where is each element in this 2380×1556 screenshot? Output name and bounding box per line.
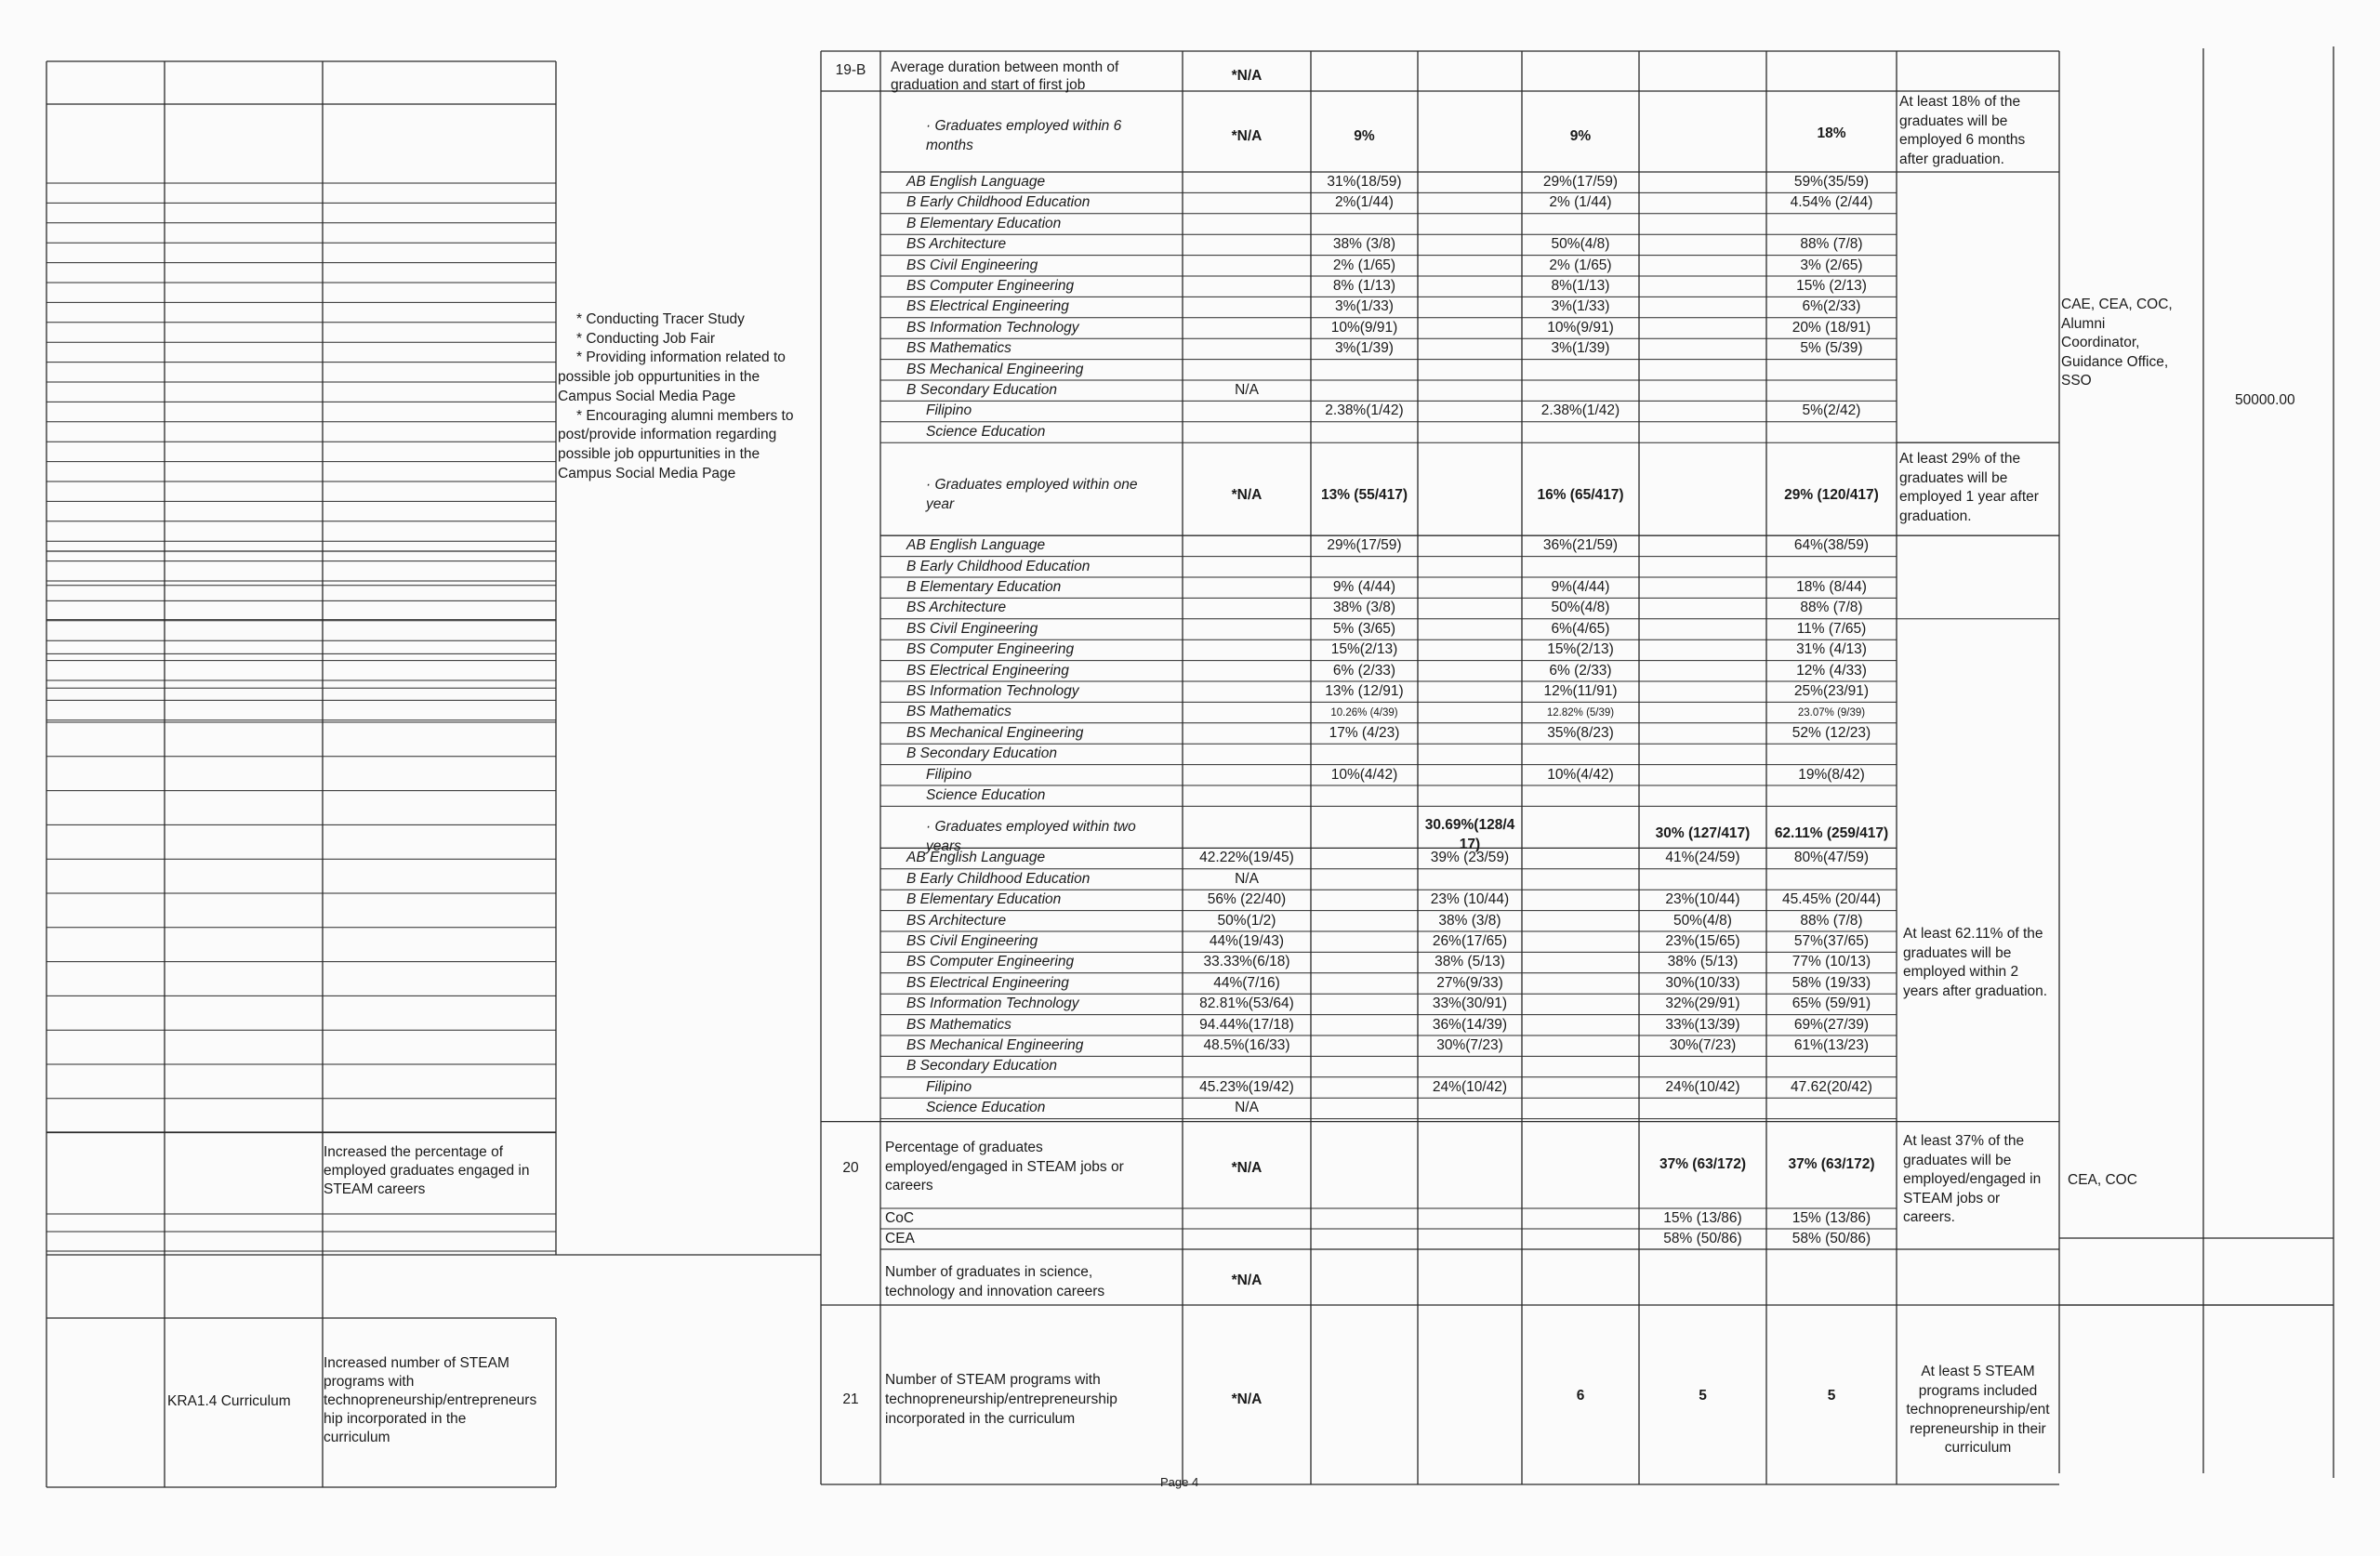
cell-text: 23% (10/44) — [1430, 891, 1510, 908]
cell-text: 5 — [1699, 1388, 1707, 1404]
cell-text: 50%(4/8) — [1551, 600, 1610, 616]
cell-text: 5% (5/39) — [1800, 340, 1863, 357]
program-name: B Elementary Education — [906, 579, 1062, 595]
cell-text: 12%(11/91) — [1543, 683, 1618, 699]
cell-text: 3%(1/33) — [1335, 298, 1394, 315]
cell-text: graduates will be — [1899, 469, 2008, 486]
cell-text: 42.22%(19/45) — [1199, 850, 1294, 866]
cell-text: * Providing information related to — [576, 349, 786, 366]
cell-text: 15% (2/13) — [1796, 278, 1867, 294]
cell-text: 64%(38/59) — [1793, 537, 1870, 554]
cell-text: repreneurship in their — [1910, 1420, 2046, 1437]
cell-text: 5% (3/65) — [1332, 620, 1396, 637]
cell-text: 23%(10/44) — [1665, 891, 1740, 908]
cell-text: graduates will be — [1899, 112, 2008, 129]
cell-text: programs with — [324, 1374, 415, 1390]
cell-text: At least 62.11% of the — [1903, 926, 2043, 942]
cell-text: employed graduates engaged in — [324, 1163, 530, 1179]
cell-text: · Graduates employed within one — [926, 477, 1138, 493]
cell-text: 24%(10/42) — [1665, 1078, 1740, 1095]
cell-text: 10%(9/91) — [1330, 319, 1398, 336]
cell-text: N/A — [1235, 870, 1259, 887]
cell-text: STEAM careers — [324, 1181, 426, 1197]
cell-text: 12.82% (5/39) — [1546, 707, 1615, 719]
cell-text: 50%(1/2) — [1217, 912, 1276, 929]
cell-text: 5 — [1827, 1388, 1836, 1404]
cell-text: Average duration between month of — [891, 59, 1119, 75]
cell-text: employed/engaged in STEAM jobs or — [885, 1158, 1124, 1175]
cell-text: 69%(27/39) — [1793, 1016, 1870, 1033]
program-name: AB English Language — [906, 174, 1046, 190]
program-name: B Secondary Education — [906, 382, 1057, 398]
cell-text: 80%(47/59) — [1793, 850, 1870, 866]
cell-text: possible job oppurtunities in the — [558, 445, 760, 462]
cell-text: 2.38%(1/42) — [1325, 402, 1404, 419]
cell-text: 36%(14/39) — [1432, 1016, 1508, 1033]
program-name: BS Mathematics — [906, 340, 1012, 357]
cell-text: 30%(10/33) — [1665, 974, 1740, 991]
page-number: Page 4 — [1160, 1475, 1199, 1489]
cell-text: 50%(4/8) — [1551, 236, 1610, 253]
program-name: B Secondary Education — [906, 1058, 1057, 1075]
cell-text: 88% (7/8) — [1800, 912, 1863, 929]
program-name: BS Information Technology — [906, 683, 1079, 699]
program-name: B Elementary Education — [906, 891, 1062, 908]
cell-text: 10%(4/42) — [1547, 766, 1614, 783]
cell-text: 27%(9/33) — [1436, 974, 1503, 991]
program-name: B Early Childhood Education — [906, 558, 1091, 574]
cell-text: * Conducting Job Fair — [576, 330, 716, 347]
responsible-office: Alumni — [2061, 315, 2106, 332]
responsible-office: CAE, CEA, COC, — [2061, 297, 2173, 312]
cell-text: 6% (2/33) — [1549, 662, 1612, 679]
cell-text: 38% (3/8) — [1438, 912, 1501, 929]
cell-text: 29%(17/59) — [1542, 174, 1619, 190]
row-number: 19-B — [835, 62, 866, 78]
cell-text: 17) — [1459, 837, 1481, 852]
cell-text: At least 18% of the — [1899, 94, 2021, 110]
budget-amount: 50000.00 — [2235, 392, 2295, 408]
cell-text: 8% (1/13) — [1332, 278, 1396, 294]
cell-text: 30.69%(128/4 — [1424, 817, 1515, 833]
cell-text: 38% (5/13) — [1667, 954, 1739, 970]
cell-text: 8%(1/13) — [1551, 278, 1610, 294]
cell-text: employed within 2 — [1903, 964, 2019, 980]
cell-text: 94.44%(17/18) — [1199, 1016, 1294, 1033]
cell-text: 15% (13/86) — [1792, 1210, 1871, 1226]
cell-text: 23.07% (9/39) — [1797, 707, 1866, 719]
cell-text: 23%(15/65) — [1665, 933, 1740, 949]
cell-text: year — [926, 496, 955, 512]
cell-text: 45.45% (20/44) — [1782, 891, 1881, 908]
cell-text: 37% (63/172) — [1788, 1156, 1875, 1172]
row-number: 20 — [842, 1160, 859, 1176]
cell-text: 33%(13/39) — [1665, 1016, 1740, 1033]
cell-text: 10%(9/91) — [1547, 319, 1614, 336]
cell-text: careers. — [1903, 1209, 1955, 1225]
cell-text: 30% (127/417) — [1655, 825, 1751, 841]
program-name: Science Education — [926, 787, 1046, 803]
cell-text: 77% (10/13) — [1792, 954, 1871, 970]
cell-text: 30%(7/23) — [1436, 1037, 1503, 1053]
cell-text: 88% (7/8) — [1800, 236, 1863, 253]
program-name: BS Electrical Engineering — [906, 662, 1069, 679]
cell-text: incorporated in the curriculum — [885, 1411, 1076, 1427]
cell-text: technology and innovation careers — [885, 1284, 1105, 1299]
cell-text: *N/A — [1231, 487, 1263, 503]
cell-text: 50%(4/8) — [1673, 912, 1732, 929]
program-name: BS Mathematics — [906, 704, 1012, 720]
cell-text: 24%(10/42) — [1432, 1078, 1508, 1095]
cell-text: 13% (55/417) — [1320, 487, 1408, 503]
cell-text: curriculum — [324, 1430, 390, 1445]
cell-text: 45.23%(19/42) — [1199, 1078, 1294, 1095]
program-name: BS Mechanical Engineering — [906, 724, 1084, 741]
cell-text: 11% (7/65) — [1796, 620, 1867, 637]
cell-text: 88% (7/8) — [1800, 600, 1863, 616]
cell-text: 62.11% (259/417) — [1774, 825, 1889, 841]
cell-text: 9%(4/44) — [1551, 579, 1610, 595]
program-name: BS Architecture — [906, 600, 1007, 616]
program-name: BS Architecture — [906, 236, 1007, 253]
cell-text: months — [926, 138, 973, 153]
cell-text: *N/A — [1231, 1391, 1263, 1407]
cell-text: 58% (50/86) — [1663, 1231, 1742, 1246]
program-name: Filipino — [926, 1078, 972, 1095]
cell-text: 2% (1/65) — [1332, 257, 1396, 273]
cell-text: Number of graduates in science, — [885, 1264, 1093, 1280]
cell-text: 58% (19/33) — [1792, 974, 1871, 991]
cell-text: employed 6 months — [1899, 132, 2026, 148]
program-name: B Early Childhood Education — [906, 870, 1091, 887]
kra-label: KRA1.4 Curriculum — [167, 1393, 291, 1409]
cell-text: 30%(7/23) — [1669, 1037, 1737, 1053]
program-name: BS Architecture — [906, 912, 1007, 929]
responsible-office: Guidance Office, — [2061, 353, 2169, 370]
program-name: BS Mathematics — [906, 1016, 1012, 1033]
cell-text: N/A — [1235, 1100, 1259, 1116]
cell-text: 2% (1/44) — [1549, 194, 1612, 211]
cell-text: At least 37% of the — [1903, 1133, 2025, 1149]
cell-text: 15%(2/13) — [1330, 641, 1398, 658]
cell-text: 9% (4/44) — [1332, 579, 1396, 595]
cell-text: programs included — [1918, 1382, 2038, 1399]
cell-text: 10%(4/42) — [1330, 766, 1398, 783]
cell-text: Number of STEAM programs with — [885, 1372, 1101, 1388]
cell-text: graduation and start of first job — [891, 77, 1086, 93]
cell-text: 33%(30/91) — [1432, 996, 1508, 1012]
cell-text: 26%(17/65) — [1432, 933, 1508, 949]
program-name: BS Civil Engineering — [906, 620, 1038, 637]
cell-text: 33.33%(6/18) — [1203, 954, 1290, 970]
program-name: AB English Language — [906, 850, 1046, 866]
cell-text: technopreneurship/entrepreneurship — [885, 1391, 1117, 1407]
cell-text: years — [926, 838, 961, 854]
program-name: BS Mechanical Engineering — [906, 361, 1084, 377]
cell-text: 17% (4/23) — [1329, 724, 1400, 741]
cell-text: *N/A — [1231, 128, 1263, 144]
cell-text: 25%(23/91) — [1793, 683, 1870, 699]
cell-text: 48.5%(16/33) — [1203, 1037, 1290, 1053]
cell-text: years after graduation. — [1903, 982, 2048, 999]
cell-text: 19%(8/42) — [1798, 766, 1865, 783]
cell-text: 18% (8/44) — [1796, 579, 1867, 595]
cell-text: 44%(7/16) — [1213, 974, 1280, 991]
cell-text: 6 — [1576, 1388, 1585, 1404]
cell-text: 2.38%(1/42) — [1540, 402, 1620, 419]
cell-text: 10.26% (4/39) — [1330, 707, 1398, 719]
program-name: Filipino — [926, 402, 972, 419]
program-name: BS Civil Engineering — [906, 933, 1038, 949]
cell-text: 4.54% (2/44) — [1790, 194, 1873, 211]
cell-text: 15%(2/13) — [1547, 641, 1614, 658]
cell-text: *N/A — [1231, 1160, 1263, 1176]
program-name: BS Computer Engineering — [906, 954, 1075, 970]
cell-text: technopreneurship/entrepreneurs — [324, 1392, 537, 1408]
cell-text: · Graduates employed within two — [926, 819, 1136, 835]
cell-text: Campus Social Media Page — [558, 465, 736, 481]
cell-text: 57%(37/65) — [1793, 933, 1870, 949]
cell-text: * Conducting Tracer Study — [576, 311, 745, 327]
cell-text: employed/engaged in — [1903, 1171, 2042, 1187]
cell-text: CoC — [885, 1210, 915, 1226]
cell-text: 20% (18/91) — [1792, 319, 1871, 336]
responsible-office: SSO — [2061, 373, 2092, 389]
program-name: B Elementary Education — [906, 215, 1062, 231]
cell-text: 31% (4/13) — [1796, 641, 1867, 658]
cell-text: 12% (4/33) — [1796, 662, 1867, 679]
program-name: Filipino — [926, 766, 972, 783]
cell-text: 82.81%(53/64) — [1199, 996, 1294, 1012]
cell-text: CEA — [885, 1231, 915, 1246]
cell-text: At least 5 STEAM — [1921, 1364, 2035, 1379]
program-name: AB English Language — [906, 537, 1046, 554]
cell-text: 3%(1/39) — [1335, 340, 1394, 357]
responsible-office: Coordinator, — [2061, 335, 2140, 350]
cell-text: curriculum — [1944, 1440, 2012, 1456]
cell-text: 9% — [1569, 128, 1592, 144]
cell-text: 61%(13/23) — [1793, 1037, 1870, 1053]
cell-text: 59%(35/59) — [1793, 174, 1870, 190]
cell-text: 65% (59/91) — [1792, 996, 1871, 1012]
cell-text: 56% (22/40) — [1207, 891, 1287, 908]
program-name: B Secondary Education — [906, 745, 1057, 762]
responsible-office: CEA, COC — [2068, 1172, 2137, 1188]
program-name: Science Education — [926, 423, 1046, 440]
cell-text: technopreneurship/ent — [1906, 1402, 2050, 1418]
cell-text: 29%(17/59) — [1327, 537, 1402, 554]
program-name: BS Computer Engineering — [906, 641, 1075, 658]
cell-text: 3%(1/33) — [1551, 298, 1610, 315]
cell-text: 32%(29/91) — [1665, 996, 1740, 1012]
cell-text: 6%(2/33) — [1802, 298, 1861, 315]
cell-text: Increased number of STEAM — [324, 1355, 509, 1371]
cell-text: *N/A — [1231, 1272, 1263, 1288]
cell-text: STEAM jobs or — [1903, 1190, 2001, 1207]
cell-text: · Graduates employed within 6 — [926, 118, 1122, 134]
cell-text: 52% (12/23) — [1792, 724, 1871, 741]
cell-text: possible job oppurtunities in the — [558, 369, 760, 386]
cell-text: 31%(18/59) — [1327, 174, 1402, 190]
cell-text: 47.62(20/42) — [1791, 1078, 1872, 1095]
program-name: BS Information Technology — [906, 319, 1079, 336]
cell-text: 38% (5/13) — [1435, 954, 1505, 970]
cell-text: Percentage of graduates — [885, 1140, 1043, 1155]
cell-text: graduates will be — [1903, 944, 2012, 961]
program-name: Science Education — [926, 1100, 1046, 1116]
cell-text: 3%(1/39) — [1551, 340, 1610, 357]
cell-text: Increased the percentage of — [324, 1144, 504, 1160]
program-name: BS Mechanical Engineering — [906, 1037, 1084, 1053]
cell-text: 36%(21/59) — [1542, 537, 1619, 554]
program-name: BS Electrical Engineering — [906, 298, 1069, 315]
cell-text: 16% (65/417) — [1537, 487, 1624, 503]
cell-text: 39% (23/59) — [1430, 850, 1510, 866]
cell-text: 13% (12/91) — [1325, 683, 1404, 699]
cell-text: 6%(4/65) — [1551, 620, 1610, 637]
program-name: BS Information Technology — [906, 996, 1079, 1012]
cell-text: 29% (120/417) — [1784, 487, 1879, 503]
cell-text: after graduation. — [1899, 151, 2004, 167]
program-name: BS Civil Engineering — [906, 257, 1038, 273]
program-name: BS Electrical Engineering — [906, 974, 1069, 991]
cell-text: 3% (2/65) — [1800, 257, 1863, 273]
cell-text: 38% (3/8) — [1332, 236, 1396, 253]
cell-text: *N/A — [1231, 68, 1263, 84]
cell-text: 18% — [1817, 125, 1846, 141]
cell-text: graduates will be — [1903, 1152, 2012, 1168]
cell-text: 58% (50/86) — [1792, 1231, 1871, 1246]
cell-text: 37% (63/172) — [1659, 1156, 1747, 1172]
cell-text: post/provide information regarding — [558, 427, 777, 443]
cell-text: graduation. — [1899, 508, 1972, 524]
program-name: BS Computer Engineering — [906, 278, 1075, 294]
cell-text: 41%(24/59) — [1665, 850, 1740, 866]
cell-text: 38% (3/8) — [1332, 600, 1396, 616]
cell-text: * Encouraging alumni members to — [576, 407, 794, 424]
cell-text: 2%(1/44) — [1335, 194, 1394, 211]
cell-text: hip incorporated in the — [324, 1411, 467, 1427]
cell-text: 9% — [1354, 128, 1375, 144]
cell-text: 2% (1/65) — [1549, 257, 1612, 273]
cell-text: 44%(19/43) — [1209, 933, 1285, 949]
cell-text: careers — [885, 1178, 933, 1193]
cell-text: 5%(2/42) — [1802, 402, 1861, 419]
cell-text: At least 29% of the — [1899, 451, 2021, 467]
program-name: B Early Childhood Education — [906, 194, 1091, 211]
cell-text: 35%(8/23) — [1547, 724, 1614, 741]
cell-text: N/A — [1235, 382, 1259, 398]
cell-text: Campus Social Media Page — [558, 388, 736, 404]
cell-text: 15% (13/86) — [1663, 1210, 1742, 1226]
row-number: 21 — [842, 1391, 859, 1407]
cell-text: 6% (2/33) — [1332, 662, 1396, 679]
cell-text: employed 1 year after — [1899, 489, 2039, 505]
